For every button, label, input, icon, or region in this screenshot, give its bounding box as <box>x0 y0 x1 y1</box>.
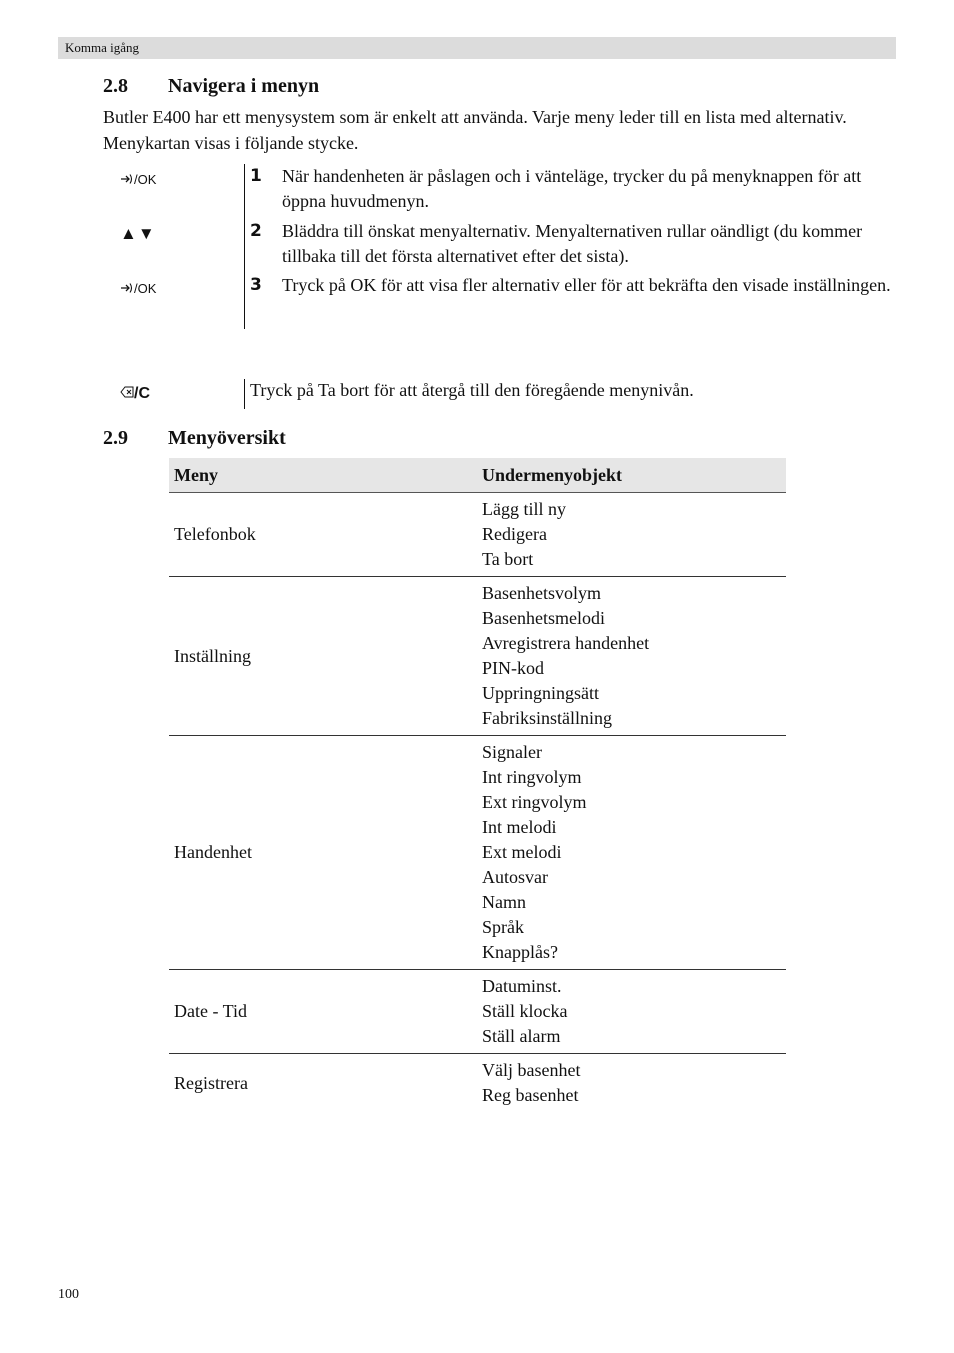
submenu-cell <box>477 736 786 970</box>
submenu-item: Namn <box>482 892 526 912</box>
section-number: 2.9 <box>103 427 128 449</box>
table-row <box>169 970 786 1054</box>
step-number: 3 <box>250 275 262 295</box>
menu-overview-table <box>169 458 786 1112</box>
table-row <box>169 736 786 970</box>
submenu-item: Avregistrera handenhet <box>482 633 650 653</box>
submenu-item: Fabriksinställning <box>482 708 612 728</box>
step-text: Tryck på OK för att visa fler alternativ eller för att bekräfta den visade inställningen. <box>282 275 891 295</box>
chapter-label: Komma igång <box>65 40 140 55</box>
submenu-item: Ställ klocka <box>482 1001 568 1021</box>
submenu-item: Uppringningsätt <box>482 683 599 703</box>
submenu-item: Språk <box>482 917 524 937</box>
submenu-item: Ta bort <box>482 549 534 569</box>
step-text: När handenheten är påslagen och i vänteläge, trycker du på menyknappen för att öppna huvudmenyn. <box>282 166 862 211</box>
menu-cell: Date - Tid <box>174 1001 248 1021</box>
submenu-item: Ext ringvolym <box>482 792 587 812</box>
menu-cell: Telefonbok <box>174 524 256 544</box>
back-instruction: Tryck på Ta bort för att återgå till den föregående menynivån. <box>250 380 694 400</box>
enter-ok-icon <box>120 281 156 296</box>
section-number: 2.8 <box>103 75 128 97</box>
submenu-item: Ext melodi <box>482 842 562 862</box>
section-title: Menyöversikt <box>168 427 286 449</box>
submenu-item: Basenhetsmelodi <box>482 608 605 628</box>
submenu-item: Lägg till ny <box>482 499 566 519</box>
running-header <box>58 37 896 59</box>
submenu-item: Ställ alarm <box>482 1026 561 1046</box>
submenu-item: Int ringvolym <box>482 767 582 787</box>
back-divider <box>244 379 245 409</box>
enter-ok-label: /OK <box>134 172 157 187</box>
table-row <box>169 1054 786 1113</box>
menu-cell: Registrera <box>174 1072 248 1093</box>
submenu-item: Knapplås? <box>482 942 558 962</box>
submenu-item: Välj basenhet <box>482 1060 581 1080</box>
submenu-item: Redigera <box>482 524 547 544</box>
intro-paragraph: Butler E400 har ett menysystem som är enkelt att använda. Varje meny leder till en lista med alternativ. Menykartan visas i följande stycke. <box>103 107 847 153</box>
table-row <box>169 493 786 577</box>
steps-divider <box>244 164 245 329</box>
submenu-cell <box>477 970 786 1054</box>
up-down-arrows-icon: ▲▼ <box>120 224 156 243</box>
submenu-cell <box>477 577 786 736</box>
submenu-cell <box>477 1054 786 1113</box>
table-row <box>169 577 786 736</box>
page-number: 100 <box>58 1287 79 1302</box>
submenu-item: Signaler <box>482 742 542 762</box>
table-header-row <box>169 458 786 493</box>
menu-cell: Inställning <box>174 645 251 666</box>
column-header-submenu: Undermenyobjekt <box>477 458 786 493</box>
enter-ok-icon <box>120 172 156 187</box>
section-title: Navigera i menyn <box>168 75 320 97</box>
submenu-item: Int melodi <box>482 817 557 837</box>
menu-cell: Handenhet <box>174 842 252 862</box>
table-body <box>169 493 786 1113</box>
column-header-menu: Meny <box>169 458 477 493</box>
step-text: Bläddra till önskat menyalternativ. Menyalternativen rullar oändligt (du kommer tillbaka till det första alternativet efter det sista). <box>282 221 863 266</box>
delete-c-icon <box>120 385 150 403</box>
submenu-item: PIN-kod <box>482 658 544 678</box>
step-number: 2 <box>250 221 262 241</box>
submenu-item: Datuminst. <box>482 976 562 996</box>
submenu-cell <box>477 493 786 577</box>
step-number: 1 <box>250 166 262 186</box>
submenu-item: Basenhetsvolym <box>482 583 601 603</box>
submenu-item: Autosvar <box>482 867 548 887</box>
delete-c-label: /C <box>134 385 150 402</box>
enter-ok-label: /OK <box>134 281 157 296</box>
submenu-item: Reg basenhet <box>482 1085 579 1105</box>
